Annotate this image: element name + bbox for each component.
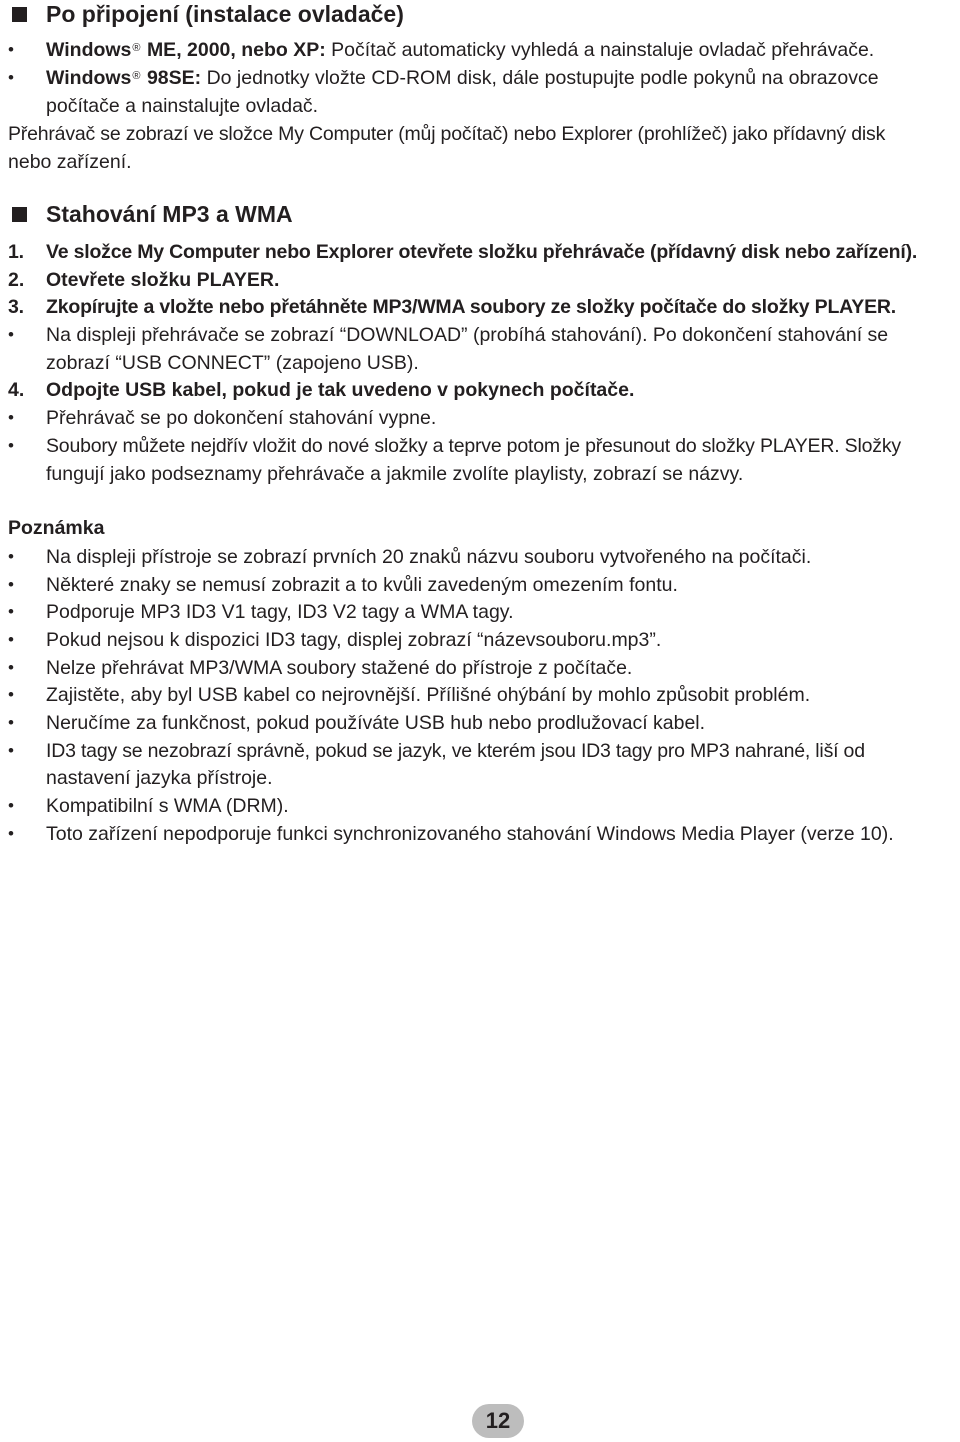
step-number: 4. (8, 379, 25, 401)
heading-text: Po připojení (instalace ovladače) (46, 1, 404, 27)
os-versions: 98SE: (146, 67, 202, 89)
bullet-text: zobrazí “USB CONNECT” (zapojeno USB). (46, 352, 419, 374)
note-text: Pokud nejsou k dispozici ID3 tagy, displej zobrazí “názevsouboru.mp3”. (46, 629, 662, 651)
paragraph-text: Přehrávač se zobrazí ve složce My Computer (můj počítač) nebo Explorer (prohlížeč) jako přídavný disk (8, 123, 886, 145)
bullet-icon: • (8, 325, 14, 344)
note-text: Podporuje MP3 ID3 V1 tagy, ID3 V2 tagy a WMA tagy. (46, 601, 514, 623)
step-text: Odpojte USB kabel, pokud je tak uvedeno v pokynech počítače. (46, 379, 635, 401)
step-number: 1. (8, 241, 24, 263)
step-text: Otevřete složku PLAYER. (46, 269, 280, 291)
step-number: 3. (8, 296, 24, 318)
bullet-text: Počítač automaticky vyhledá a nainstaluje ovladač přehrávače. (331, 39, 875, 61)
note-text: Toto zařízení nepodporuje funkci synchronizovaného stahování Windows Media Player (verze 10). (46, 823, 894, 845)
note-heading-text: Poznámka (8, 517, 105, 539)
square-bullet-icon (12, 7, 27, 22)
bullet-icon: • (8, 685, 14, 704)
note-text: Na displeji přístroje se zobrazí prvních 20 znaků názvu souboru vytvořeného na počítači. (46, 546, 812, 568)
bullet-icon: • (8, 630, 14, 649)
os-versions: ME, 2000, nebo XP: (146, 39, 326, 61)
bullet-icon: • (8, 602, 14, 621)
bullet-text: Přehrávač se po dokončení stahování vypne. (46, 407, 437, 429)
step-text: Zkopírujte a vložte nebo přetáhněte MP3/WMA soubory ze složky počítače do složky PLAYER. (46, 296, 896, 318)
note-text: Nelze přehrávat MP3/WMA soubory stažené do přístroje z počítače. (46, 657, 633, 679)
bullet-icon: • (8, 40, 14, 59)
bullet-icon: • (8, 547, 14, 566)
bullet-icon: • (8, 658, 14, 677)
heading-text: Stahování MP3 a WMA (46, 201, 293, 227)
page-number-badge: 12 (472, 1404, 524, 1438)
bullet-icon: • (8, 824, 14, 843)
note-text: Zajistěte, aby byl USB kabel co nejrovnější. Přílišné ohýbání by mohlo způsobit problém. (46, 684, 811, 706)
os-label: Windows (46, 39, 132, 61)
bullet-text: Do jednotky vložte CD-ROM disk, dále postupujte podle pokynů na obrazovce (206, 67, 879, 89)
bullet-icon: • (8, 436, 14, 455)
bullet-text: fungují jako podseznamy přehrávače a jakmile zvolíte playlisty, zobrazí se názvy. (46, 463, 744, 485)
note-text: Neručíme za funkčnost, pokud používáte USB hub nebo prodlužovací kabel. (46, 712, 706, 734)
note-text: nastavení jazyka přístroje. (46, 767, 273, 789)
note-text: Některé znaky se nemusí zobrazit a to kvůli zavedeným omezením fontu. (46, 574, 678, 596)
bullet-text: Soubory můžete nejdřív vložit do nové složky a teprve potom je přesunout do složky PLAYER. Složky (46, 435, 901, 457)
bullet-icon: • (8, 408, 14, 427)
bullet-text: počítače a nainstalujte ovladač. (46, 95, 319, 117)
registered-mark: ® (132, 42, 141, 54)
note-text: ID3 tagy se nezobrazí správně, pokud se jazyk, ve kterém jsou ID3 tagy pro MP3 nahrané, liší od (46, 740, 865, 762)
bullet-icon: • (8, 68, 14, 87)
bullet-icon: • (8, 713, 14, 732)
bullet-icon: • (8, 796, 14, 815)
paragraph-text: nebo zařízení. (8, 151, 132, 173)
step-text: Ve složce My Computer nebo Explorer otevřete složku přehrávače (přídavný disk nebo zařízení). (46, 241, 918, 263)
bullet-icon: • (8, 741, 14, 760)
os-label: Windows (46, 67, 132, 89)
square-bullet-icon (12, 207, 27, 222)
bullet-icon: • (8, 575, 14, 594)
step-number: 2. (8, 269, 25, 291)
registered-mark: ® (132, 70, 141, 82)
bullet-text: Na displeji přehrávače se zobrazí “DOWNLOAD” (probíhá stahování). Po dokončení stahování se (46, 324, 889, 346)
note-text: Kompatibilní s WMA (DRM). (46, 795, 289, 817)
